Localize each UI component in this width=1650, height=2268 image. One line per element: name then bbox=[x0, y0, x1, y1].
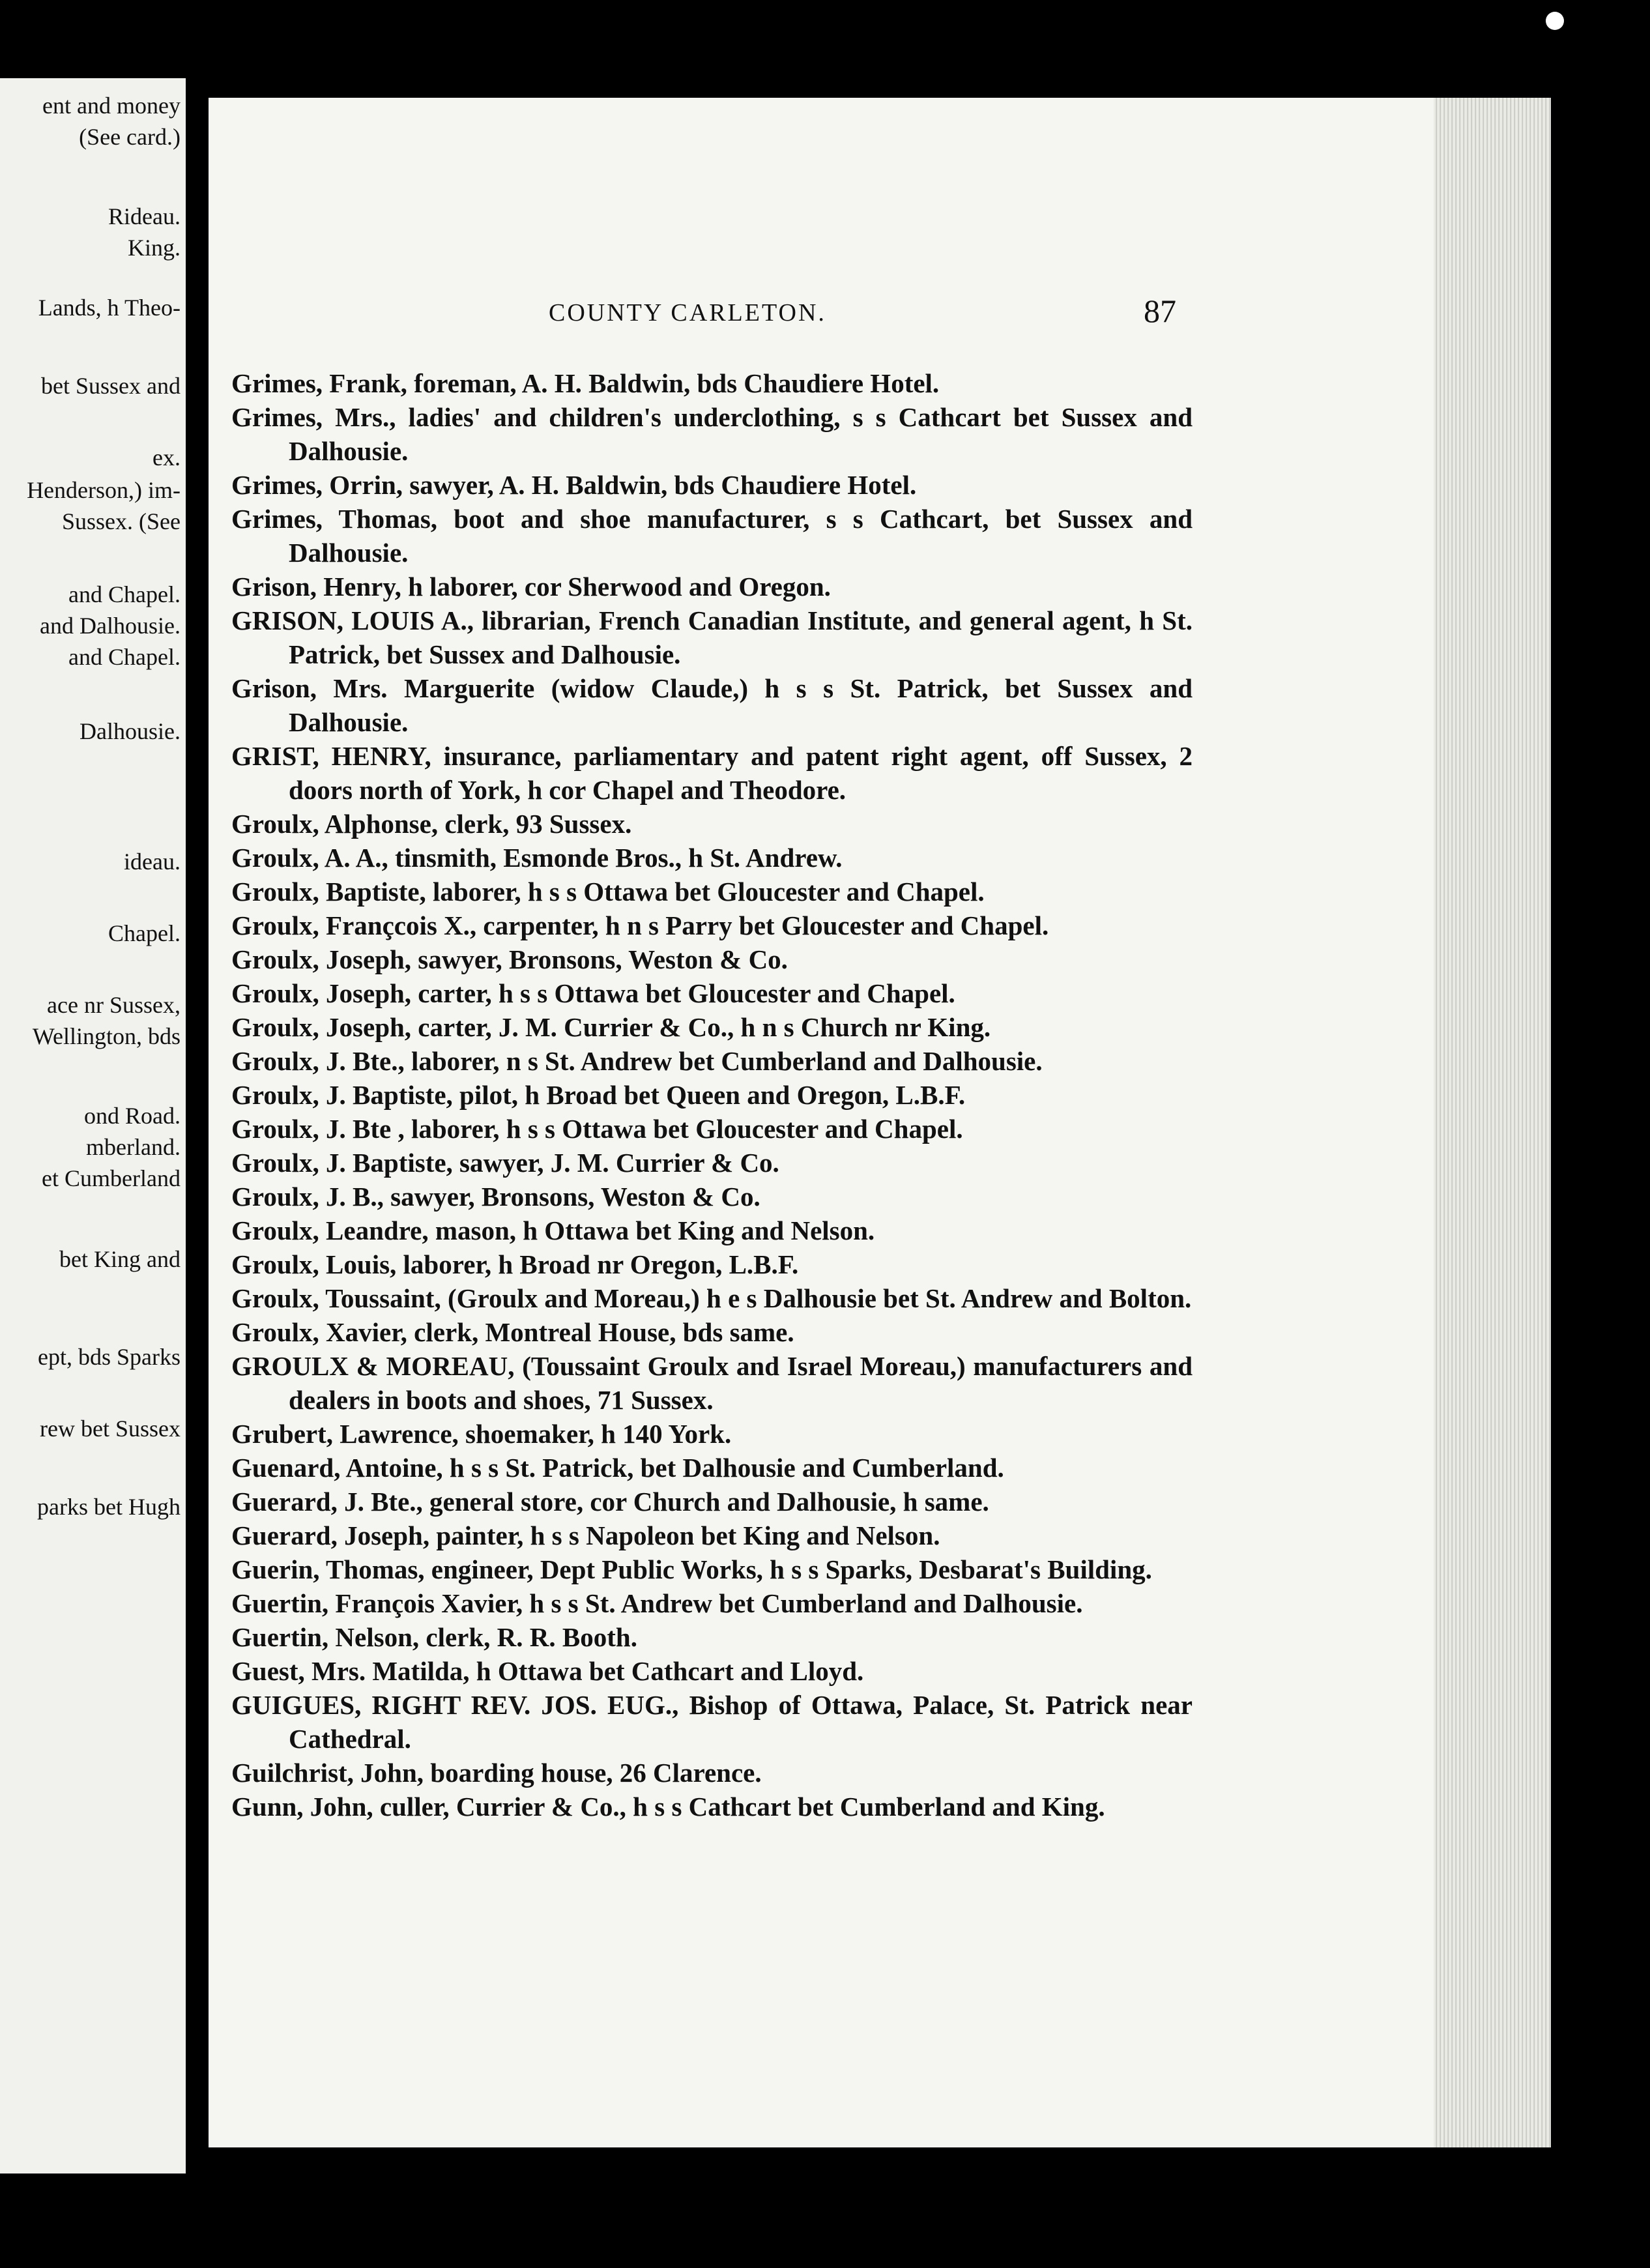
left-page-fragment-line: ace nr Sussex, bbox=[47, 992, 181, 1018]
directory-entry: Groulx, J. Bte , laborer, h s s Ottawa bet Gloucester and Chapel. bbox=[231, 1114, 963, 1144]
directory-entry: Groulx, Françcois X., carpenter, h n s Parry bet Gloucester and Chapel. bbox=[231, 910, 1049, 940]
directory-entry: Groulx, Xavier, clerk, Montreal House, bds same. bbox=[231, 1317, 794, 1347]
directory-entry: Groulx, Alphonse, clerk, 93 Sussex. bbox=[231, 809, 632, 839]
left-page-fragment-line: and Chapel. bbox=[68, 644, 181, 670]
left-page-fragment-line: ond Road. bbox=[84, 1103, 181, 1129]
left-page-fragment-line: Sussex. (See bbox=[62, 508, 181, 534]
left-page-fragment-line: et Cumberland bbox=[42, 1165, 181, 1191]
left-page-fragment-line: bet Sussex and bbox=[41, 373, 181, 399]
left-page-fragment-line: ent and money bbox=[42, 93, 181, 119]
directory-entry: Groulx, Leandre, mason, h Ottawa bet King and Nelson. bbox=[231, 1215, 875, 1245]
directory-entry: Guertin, Nelson, clerk, R. R. Booth. bbox=[231, 1622, 637, 1652]
directory-entry: Grimes, Orrin, sawyer, A. H. Baldwin, bds Chaudiere Hotel. bbox=[231, 470, 917, 500]
directory-entry: Guenard, Antoine, h s s St. Patrick, bet Dalhousie and Cumberland. bbox=[231, 1453, 1004, 1483]
left-page-fragment-line: ideau. bbox=[124, 849, 181, 875]
directory-entry: Guerard, Joseph, painter, h s s Napoleon bet King and Nelson. bbox=[231, 1520, 940, 1550]
directory-entry: GROULX & MOREAU, (Toussaint Groulx and Israel Moreau,) manufacturers and dealers in boots and shoes, 71 Sussex. bbox=[231, 1351, 1193, 1415]
directory-entry: GRIST, HENRY, insurance, parliamentary and patent right agent, off Sussex, 2 doors north of York, h cor Chapel and Theodore. bbox=[231, 741, 1193, 805]
directory-entry: GUIGUES, RIGHT REV. JOS. EUG., Bishop of Ottawa, Palace, St. Patrick near Cathedral. bbox=[231, 1690, 1193, 1754]
directory-entry: Groulx, Joseph, sawyer, Bronsons, Weston & Co. bbox=[231, 944, 788, 974]
left-page-fragment-line: parks bet Hugh bbox=[37, 1494, 181, 1520]
directory-entry: Groulx, J. Bte., laborer, n s St. Andrew bet Cumberland and Dalhousie. bbox=[231, 1046, 1043, 1076]
directory-entry: Groulx, Joseph, carter, h s s Ottawa bet Gloucester and Chapel. bbox=[231, 978, 955, 1008]
directory-entry: Grubert, Lawrence, shoemaker, h 140 York. bbox=[231, 1419, 732, 1449]
left-page-fragment-line: King. bbox=[128, 235, 181, 261]
directory-entry: Groulx, J. Baptiste, pilot, h Broad bet Queen and Oregon, L.B.F. bbox=[231, 1080, 966, 1110]
directory-entries bbox=[231, 366, 1193, 1824]
directory-entry: Groulx, J. Baptiste, sawyer, J. M. Currier & Co. bbox=[231, 1148, 779, 1178]
left-page-fragment-line: and Dalhousie. bbox=[40, 613, 181, 639]
directory-entry: Guerin, Thomas, engineer, Dept Public Works, h s s Sparks, Desbarat's Building. bbox=[231, 1554, 1152, 1584]
directory-entry: Groulx, Joseph, carter, J. M. Currier & Co., h n s Church nr King. bbox=[231, 1012, 991, 1042]
left-page-fragment bbox=[0, 78, 186, 2174]
directory-entry: Grison, Mrs. Marguerite (widow Claude,) h s s St. Patrick, bet Sussex and Dalhousie. bbox=[231, 673, 1193, 737]
left-page-fragment-line: (See card.) bbox=[79, 124, 181, 150]
left-page-fragment-line: and Chapel. bbox=[68, 581, 181, 607]
left-page-fragment-line: mberland. bbox=[86, 1134, 181, 1160]
directory-entry: Grison, Henry, h laborer, cor Sherwood and Oregon. bbox=[231, 572, 831, 602]
left-page-fragment-line: Rideau. bbox=[108, 203, 181, 229]
scan-corner-mark bbox=[1546, 12, 1564, 30]
directory-entry: Groulx, Baptiste, laborer, h s s Ottawa bet Gloucester and Chapel. bbox=[231, 877, 985, 907]
directory-entry: Grimes, Thomas, boot and shoe manufacturer, s s Cathcart, bet Sussex and Dalhousie. bbox=[231, 504, 1193, 568]
left-page-fragment-line: bet King and bbox=[59, 1246, 181, 1272]
directory-entry: Guerard, J. Bte., general store, cor Church and Dalhousie, h same. bbox=[231, 1487, 989, 1517]
directory-entry: Guilchrist, John, boarding house, 26 Clarence. bbox=[231, 1758, 762, 1788]
directory-entry: Groulx, A. A., tinsmith, Esmonde Bros., h St. Andrew. bbox=[231, 843, 843, 873]
running-head: COUNTY CARLETON. bbox=[549, 299, 826, 327]
left-page-text-column bbox=[0, 78, 186, 2174]
left-page-fragment-line: rew bet Sussex bbox=[40, 1416, 181, 1442]
left-page-fragment-line: Henderson,) im- bbox=[27, 477, 181, 503]
left-page-fragment-line: Wellington, bds bbox=[32, 1023, 181, 1049]
directory-entry: Groulx, Louis, laborer, h Broad nr Oregon, L.B.F. bbox=[231, 1249, 799, 1279]
directory-entry: Grimes, Frank, foreman, A. H. Baldwin, bds Chaudiere Hotel. bbox=[231, 368, 940, 398]
page-edges bbox=[1434, 98, 1551, 2147]
directory-entry: Guest, Mrs. Matilda, h Ottawa bet Cathcart and Lloyd. bbox=[231, 1656, 864, 1686]
directory-entry: Gunn, John, culler, Currier & Co., h s s Cathcart bet Cumberland and King. bbox=[231, 1792, 1105, 1822]
directory-entry: GRISON, LOUIS A., librarian, French Canadian Institute, and general agent, h St. Patrick, bet Sussex and Dalhousie. bbox=[231, 605, 1193, 669]
directory-entry: Groulx, Toussaint, (Groulx and Moreau,) h e s Dalhousie bet St. Andrew and Bolton. bbox=[231, 1283, 1192, 1313]
left-page-fragment-line: Dalhousie. bbox=[80, 718, 181, 744]
left-page-fragment-line: Chapel. bbox=[108, 920, 181, 946]
directory-entry: Guertin, François Xavier, h s s St. Andrew bet Cumberland and Dalhousie. bbox=[231, 1588, 1083, 1618]
left-page-fragment-line: ex. bbox=[152, 444, 181, 471]
directory-entry: Grimes, Mrs., ladies' and children's underclothing, s s Cathcart bet Sussex and Dalhousie. bbox=[231, 402, 1193, 466]
page-number: 87 bbox=[1144, 293, 1176, 329]
left-page-fragment-line: Lands, h Theo- bbox=[38, 295, 181, 321]
left-page-fragment-line: ept, bds Sparks bbox=[38, 1344, 181, 1370]
directory-entry: Groulx, J. B., sawyer, Bronsons, Weston & Co. bbox=[231, 1182, 760, 1212]
